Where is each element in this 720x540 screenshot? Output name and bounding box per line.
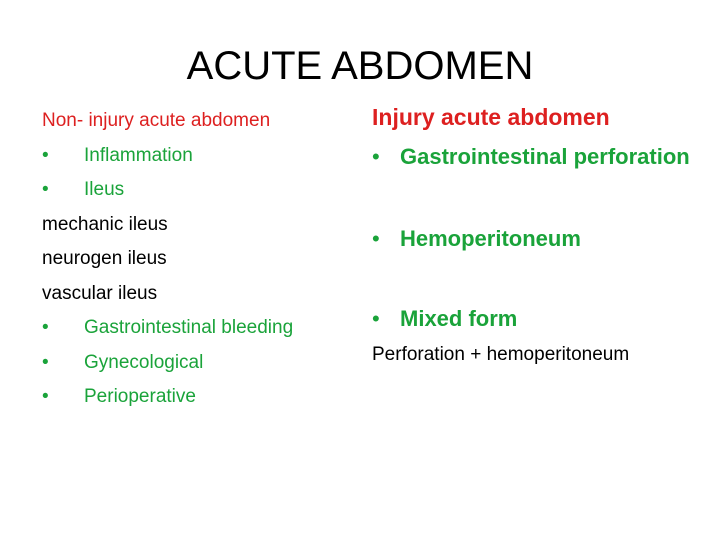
left-bullet-gi-bleeding [42,311,342,346]
left-bullet-gynecological [42,346,342,381]
left-bullet-label: Gynecological [84,351,204,373]
left-bullet-inflammation [42,139,342,174]
left-heading: Non- injury acute abdomen [42,110,271,131]
bullet-icon: • [42,144,49,166]
right-item-label: Gastrointestinal perforation [400,144,690,169]
bullet-icon: • [372,144,380,169]
right-item-mixed-form [372,302,717,336]
left-subitem: mechanic ileus [42,213,168,235]
left-bullet-label: Inflammation [84,144,193,166]
left-column [42,104,342,415]
right-note: Perforation + hemoperitoneum [372,344,630,365]
right-column [372,100,717,370]
right-heading: Injury acute abdomen [372,104,610,130]
right-item-label: Hemoperitoneum [400,226,581,251]
left-bullet-ileus [42,173,342,208]
bullet-icon: • [42,179,49,200]
left-subitem: neurogen ileus [42,248,167,269]
bullet-icon: • [42,317,49,338]
left-bullet-label: Perioperative [84,386,196,407]
slide-title: ACUTE ABDOMEN [186,44,534,88]
bullet-icon: • [372,226,380,251]
right-item-gi-perforation [372,140,717,174]
bullet-icon: • [372,306,380,331]
right-item-label: Mixed form [400,306,518,331]
left-bullet-label: Gastrointestinal bleeding [84,317,294,338]
left-bullet-label: Ileus [84,179,125,200]
bullet-icon: • [42,351,49,373]
left-subitem: vascular ileus [42,282,158,304]
right-item-hemoperitoneum [372,222,717,256]
bullet-icon: • [42,386,49,407]
left-bullet-perioperative [42,380,342,415]
